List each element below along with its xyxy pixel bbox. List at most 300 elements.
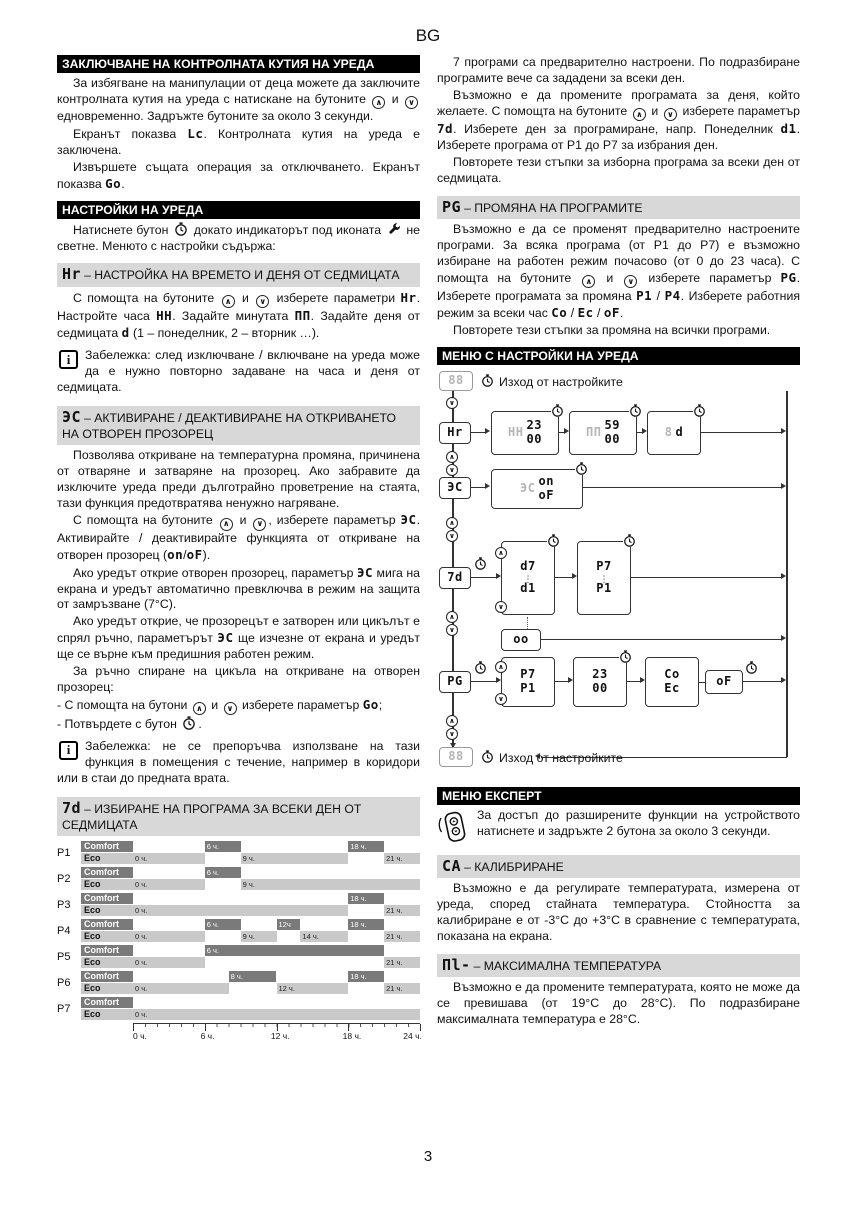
- paragraph-pg-2: Повторете тези стъпки за промяна на всички програми.: [453, 322, 771, 337]
- eco-line: [81, 1009, 420, 1020]
- page-language-tag: BG: [415, 26, 441, 45]
- comfort-tag: Comfort: [81, 841, 133, 852]
- seg-display-23: 23: [592, 667, 608, 682]
- eco-line: [81, 957, 420, 968]
- section-title-open-window: [57, 406, 420, 445]
- down-button-icon: ∨: [664, 108, 677, 121]
- seg-display-maxtemp: Пl-: [442, 955, 471, 974]
- seg-display-of: oF: [603, 304, 620, 320]
- text-run: мига на екрана и уредът автоматично превключва в режим на защита от замръзване (7°С).: [57, 565, 421, 612]
- connector: [555, 681, 568, 683]
- eco-segment: [133, 957, 205, 968]
- seg-display-go: Go: [362, 696, 379, 712]
- connector: [631, 577, 781, 579]
- paragraph-hr-1: [57, 290, 420, 342]
- text-run: ;: [378, 697, 383, 712]
- text-run: - Потвърдете с бутон: [57, 717, 181, 732]
- axis-tick: [200, 1024, 215, 1041]
- axis-tick-label: 24 ч.: [403, 1030, 422, 1041]
- section-title-expert: МЕНЮ ЕКСПЕРТ: [437, 787, 800, 805]
- text-run: . Настройте часа: [57, 290, 420, 324]
- down-button-icon: ∨: [405, 96, 418, 109]
- page-number: 3: [423, 1148, 433, 1165]
- seg-display-p7: P7: [596, 558, 612, 573]
- up-button-icon: ∧: [633, 108, 646, 121]
- seg-display-00: 00: [592, 680, 608, 695]
- clock-button-icon: [481, 374, 494, 387]
- text-run: С помощта на бутоните: [73, 513, 218, 528]
- text-run: .: [198, 717, 202, 732]
- seg-display-00: 00: [526, 431, 542, 446]
- text-run: .: [619, 305, 624, 320]
- program-label: P5: [57, 950, 71, 963]
- comfort-line: [81, 945, 420, 956]
- program-chart-rows: [57, 841, 420, 1021]
- segment-time-label: 0 ч.: [135, 879, 148, 889]
- text-run: . Изберете работния режим за всеки час: [437, 289, 800, 320]
- text-run: – АКТИВИРАНЕ / ДЕАКТИВИРАНЕ НА ОТКРИВАНЕТО НА ОТВОРЕН ПРОЗОРЕЦ: [62, 410, 396, 442]
- eco-line: [81, 853, 420, 864]
- clock-button-icon: [174, 222, 188, 236]
- seg-display-oc: ЭС: [447, 480, 463, 495]
- up-button-icon: ∧: [495, 547, 507, 559]
- connector: [555, 577, 572, 579]
- clock-button-icon: [575, 462, 588, 475]
- text-run: и: [207, 697, 222, 712]
- segment-time-label: 6 ч.: [206, 841, 219, 851]
- seg-ghost-hh: HH: [508, 425, 524, 440]
- text-run: изберете параметър: [678, 103, 801, 118]
- eco-line: [81, 931, 420, 942]
- seg-display-00: 00: [604, 431, 620, 446]
- seg-display-d: d: [675, 425, 684, 440]
- section-title-settings-menu: МЕНЮ С НАСТРОЙКИ НА УРЕДА: [437, 347, 800, 365]
- text-run: - С помощта на бутони: [57, 697, 191, 712]
- text-run: изберете параметри: [271, 290, 401, 305]
- program-row: [57, 867, 420, 891]
- comfort-line: [81, 841, 420, 852]
- clock-button-icon: [629, 404, 642, 417]
- value-stack: [527, 419, 542, 445]
- arrow-right: [781, 635, 786, 641]
- up-button-icon: ∧: [222, 295, 235, 308]
- eco-track: [133, 1009, 420, 1020]
- eco-line: [81, 879, 420, 890]
- value-stack: [664, 668, 679, 694]
- seg-display-p1: P1: [596, 581, 612, 596]
- program-chart: [57, 841, 420, 1043]
- segment-time-label: 6 ч.: [206, 867, 219, 877]
- seg-display-hr: Hr: [447, 425, 463, 440]
- exit-settings-label: Изход от настройките: [499, 750, 623, 765]
- eco-segment: [133, 983, 229, 994]
- diagram-box-pg-off: [705, 670, 743, 694]
- up-button-icon: ∧: [193, 702, 206, 715]
- segment-time-label: 12 ч.: [278, 983, 295, 993]
- text-run: и: [234, 513, 252, 528]
- comfort-line: [81, 919, 420, 930]
- down-button-icon: ∨: [446, 728, 458, 740]
- text-run: Екранът показва: [73, 127, 188, 142]
- text-run: Възможно е да се променят предварително настроените програми. За всяка програма (от P1 до P7) е възможно избиране на работен режим почасово (от 0 до 23 часа). С помощта на бутоните: [437, 222, 800, 285]
- comfort-tag: Comfort: [81, 919, 133, 930]
- section-title-lock: ЗАКЛЮЧВАНЕ НА КОНТРОЛНАТА КУТИЯ НА УРЕДА: [57, 55, 420, 73]
- up-button-icon: ∧: [220, 518, 233, 531]
- comfort-segment: [205, 867, 241, 878]
- segment-time-label: 9 ч.: [242, 879, 255, 889]
- eco-segment: [384, 983, 420, 994]
- paragraph-oc-3: [57, 565, 420, 614]
- program-row: [57, 841, 420, 865]
- clock-button-icon: [474, 557, 487, 570]
- seg-display-d1: d1: [520, 581, 536, 596]
- segment-time-label: 14 ч.: [302, 931, 319, 941]
- connector: [701, 432, 781, 434]
- seg-display-oc: ЭС: [400, 512, 417, 528]
- eco-segment: [300, 931, 348, 942]
- segment-time-label: 9 ч.: [242, 931, 255, 941]
- diagram-box-pg-program: [501, 657, 555, 707]
- clock-button-icon: [547, 534, 560, 547]
- paragraph-oc-6: [57, 697, 420, 716]
- comfort-tag: Comfort: [81, 867, 133, 878]
- seg-display-p4: P4: [664, 288, 681, 304]
- arrow-right: [485, 428, 490, 434]
- dotted-connector: [527, 617, 528, 629]
- program-row: [57, 945, 420, 969]
- text-run: – ПРОМЯНА НА ПРОГРАМИТЕ: [464, 200, 643, 215]
- text-run: .: [121, 176, 125, 191]
- comfort-segment: [348, 919, 384, 930]
- segment-time-label: 12ч: [278, 919, 291, 929]
- program-row: [57, 997, 420, 1021]
- paragraph-intro-2: [437, 88, 800, 154]
- down-button-icon: ∨: [224, 702, 237, 715]
- down-button-icon: ∨: [253, 518, 266, 531]
- program-lines: [81, 867, 420, 891]
- diagram-return-line: [786, 391, 788, 757]
- comfort-tag: Comfort: [81, 945, 133, 956]
- segment-time-label: 18 ч.: [350, 893, 367, 903]
- text-run: и: [647, 103, 662, 118]
- eco-track: [133, 905, 420, 916]
- eco-tag: Eco: [81, 983, 133, 994]
- program-label: P6: [57, 976, 71, 989]
- up-button-icon: ∧: [446, 517, 458, 529]
- value-stack: [605, 419, 620, 445]
- text-run: изберете параметър: [639, 270, 781, 285]
- segment-time-label: 6 ч.: [206, 919, 219, 929]
- info-icon: [59, 350, 78, 369]
- segment-time-label: 0 ч.: [135, 905, 148, 915]
- seg-ghost: 88: [448, 749, 464, 764]
- seg-display-of: oF: [538, 487, 554, 502]
- comfort-track: [133, 919, 420, 930]
- diagram-box-pg-mode: [645, 657, 699, 707]
- seg-display-on: on: [538, 474, 554, 489]
- text-run: За избягване на манипулации от деца можете да заключите контролната кутия на уреда с натискане на бутоните: [57, 76, 420, 106]
- seg-display-oc: ЭС: [356, 564, 374, 580]
- diagram-box-day: [647, 411, 701, 455]
- axis-tick-label: 6 ч.: [200, 1030, 215, 1041]
- eco-line: [81, 983, 420, 994]
- left-column: [57, 55, 420, 1043]
- comfort-segment: [229, 971, 277, 982]
- text-run: – НАСТРОЙКА НА ВРЕМЕТО И ДЕНЯ ОТ СЕДМИЦАТА: [84, 268, 400, 283]
- paragraph-intro-1: 7 програми са предварително настроени. По подразбиране програмите вече са зададени за всеки ден.: [437, 55, 800, 85]
- axis-tick-label: 0 ч.: [133, 1030, 147, 1041]
- note-text: Забележка: не се препоръчва използване на тази функция в помещения с течение, например в коридори или в стаи до предната врата.: [57, 738, 420, 785]
- section-title-maxtemp: [437, 954, 800, 978]
- up-button-icon: ∧: [446, 715, 458, 727]
- clock-button-icon: [745, 661, 758, 674]
- eco-segment: [241, 931, 277, 942]
- axis-tick: [270, 1024, 290, 1041]
- eco-track: [133, 931, 420, 942]
- info-icon: [59, 741, 78, 760]
- program-lines: [81, 997, 420, 1021]
- text-run: /: [652, 289, 665, 304]
- seg-display-59: 59: [604, 418, 620, 433]
- connector: [541, 639, 781, 641]
- diagram-box-oc: [439, 477, 471, 499]
- columns: [57, 55, 800, 1043]
- note-text: Забележка: след изключване / включване на уреда може да е нужно повторно задаване на часа и деня от седмицата.: [57, 348, 420, 394]
- segment-time-label: 9 ч.: [242, 853, 255, 863]
- connector: [471, 681, 496, 683]
- seg-display-23: 23: [526, 418, 542, 433]
- segment-time-label: 6 ч.: [206, 945, 219, 955]
- comfort-line: [81, 997, 420, 1008]
- text-run: Натиснете бутон: [73, 222, 173, 237]
- diagram-box-hours: [491, 411, 559, 455]
- diagram-box-exit-top: [439, 371, 473, 391]
- comfort-tag: Comfort: [81, 893, 133, 904]
- comfort-track: [133, 997, 420, 1008]
- down-button-icon: ∨: [446, 397, 458, 409]
- program-lines: [81, 841, 420, 865]
- exit-settings-label: Изход от настройките: [499, 374, 623, 389]
- eco-segment: [384, 853, 420, 864]
- comfort-tag: Comfort: [81, 997, 133, 1008]
- axis-tick-label: 18 ч.: [342, 1030, 362, 1041]
- diagram-box-oo: [501, 629, 541, 651]
- segment-time-label: 21 ч.: [386, 905, 403, 915]
- comfort-track: [133, 893, 420, 904]
- program-row: [57, 893, 420, 917]
- eco-segment: [241, 853, 349, 864]
- section-title-pg: [437, 196, 800, 220]
- axis-tick: [133, 1024, 147, 1041]
- text-run: . Контролната кутия на уреда е заключена.: [57, 127, 420, 158]
- value-stack: [520, 560, 535, 596]
- clock-button-icon: [474, 661, 487, 674]
- comfort-track: [133, 841, 420, 852]
- program-lines: [81, 945, 420, 969]
- program-label: P2: [57, 872, 71, 885]
- eco-tag: Eco: [81, 1009, 133, 1020]
- text-run: и: [236, 290, 255, 305]
- paragraph-oc-7: [57, 716, 420, 733]
- diagram-box-7d: [439, 567, 471, 589]
- eco-tag: Eco: [81, 957, 133, 968]
- arrow-right: [485, 483, 490, 489]
- paragraph-settings-1: [57, 222, 420, 255]
- seg-display-co: Co: [664, 667, 680, 682]
- section-title-ca: [437, 855, 800, 879]
- axis-tick: [403, 1024, 422, 1041]
- text-run: . Изберете ден за програмиране, напр. Понеделник: [453, 122, 781, 137]
- clock-button-icon: [551, 404, 564, 417]
- text-run: . Изберете програмата за промяна: [437, 270, 800, 304]
- eco-tag: Eco: [81, 931, 133, 942]
- diagram-box-pg: [439, 671, 471, 693]
- diagram-box-pg-hour: [573, 657, 627, 707]
- segment-time-label: 21 ч.: [386, 853, 403, 863]
- comfort-track: [133, 867, 420, 878]
- seg-display-pg: PG: [447, 674, 463, 689]
- clock-button-icon: [182, 716, 196, 730]
- eco-tag: Eco: [81, 905, 133, 916]
- eco-segment: [133, 905, 348, 916]
- program-row: [57, 919, 420, 943]
- right-column: [437, 55, 800, 1043]
- down-button-icon: ∨: [624, 275, 637, 288]
- comfort-segment: [277, 919, 301, 930]
- program-label: P3: [57, 898, 71, 911]
- text-run: /: [593, 305, 604, 320]
- seg-ghost-oc: ЭС: [520, 481, 536, 496]
- diagram-box-oc-toggle: [491, 469, 583, 509]
- clock-button-icon: [693, 404, 706, 417]
- paragraph-oc-2: [57, 512, 420, 563]
- text-run: . Активирайте / деактивирайте функцията от откриване на отворен прозорец (: [57, 513, 420, 562]
- seg-display-p7: P7: [520, 667, 536, 682]
- diagram-box-minutes: [569, 411, 637, 455]
- clock-button-icon: [619, 650, 632, 663]
- down-button-icon: ∨: [446, 464, 458, 476]
- text-run: ).: [202, 547, 211, 562]
- diagram-box-program-select: [577, 541, 631, 615]
- comfort-line: [81, 893, 420, 904]
- seg-display-oc: ЭС: [62, 407, 82, 426]
- clock-button-icon: [623, 534, 636, 547]
- seg-display-on: on: [167, 546, 184, 562]
- seg-ghost-mm: ПП: [586, 425, 602, 440]
- segment-time-label: 0 ч.: [135, 957, 148, 967]
- connector: [583, 487, 781, 489]
- seg-display-7d: 7d: [62, 798, 82, 817]
- eco-tag: Eco: [81, 879, 133, 890]
- text-run: не светне. Менюто с настройки съдържа:: [57, 222, 421, 253]
- text-run: (1 – понеделник, 2 – вторник …).: [129, 326, 320, 341]
- seg-display-d1: d1: [780, 121, 797, 137]
- text-run: . Задайте минутата: [172, 309, 295, 324]
- paragraph-lock-1: [57, 76, 420, 125]
- up-button-icon: ∧: [582, 275, 595, 288]
- eco-segment: [277, 983, 349, 994]
- text-run: докато индикаторът под иконата: [190, 222, 385, 237]
- seg-ghost-8: 8: [664, 425, 673, 440]
- seg-display-of: oF: [716, 674, 732, 689]
- seg-display-7d: 7d: [447, 570, 463, 585]
- seg-display-mm: ПП: [294, 308, 311, 324]
- eco-segment: [384, 957, 420, 968]
- text-run: – ИЗБИРАНЕ НА ПРОГРАМА ЗА ВСЕКИ ДЕН ОТ СЕДМИЦАТА: [62, 801, 362, 832]
- seg-display-oc: ЭС: [217, 630, 234, 646]
- comfort-segment: [348, 893, 384, 904]
- seg-display-of: oF: [186, 546, 203, 562]
- connector: [471, 487, 485, 489]
- program-chart-axis: [133, 1023, 420, 1043]
- eco-segment: [133, 853, 205, 864]
- text-run: . Изберете програма от P1 до P7 за избрания ден.: [437, 122, 800, 152]
- paragraph-lock-3: [57, 160, 420, 193]
- text-run: изберете параметър: [238, 697, 363, 712]
- paragraph-lock-2: [57, 126, 420, 159]
- arrow-right: [781, 428, 786, 434]
- seg-display-pg: PG: [780, 269, 797, 285]
- program-label: P4: [57, 924, 71, 937]
- axis-tick: [342, 1024, 362, 1041]
- comfort-segment: [348, 841, 384, 852]
- seg-display-lc: Lc: [187, 126, 204, 142]
- text-run: ще изчезне от екрана и уредът ще се върне към предишния работен режим.: [57, 631, 420, 661]
- note-oc: [57, 739, 420, 788]
- program-lines: [81, 893, 420, 917]
- arrow-right: [781, 483, 786, 489]
- segment-time-label: 21 ч.: [386, 931, 403, 941]
- comfort-tag: Comfort: [81, 971, 133, 982]
- settings-menu-diagram: [437, 371, 800, 779]
- program-row: [57, 971, 420, 995]
- clock-button-icon: [481, 750, 494, 763]
- eco-segment: [241, 879, 420, 890]
- comfort-segment: [205, 919, 241, 930]
- note-hr: [57, 348, 420, 397]
- connector: [627, 681, 640, 683]
- seg-display-pg: PG: [442, 197, 462, 216]
- paragraph-oc-4: [57, 614, 420, 663]
- eco-segment: [384, 905, 420, 916]
- remote-buttons-icon: [437, 808, 471, 846]
- connector: [743, 681, 781, 683]
- segment-time-label: 0 ч.: [135, 983, 148, 993]
- segment-time-label: 18 ч.: [350, 841, 367, 851]
- program-label: P7: [57, 1002, 71, 1015]
- up-button-icon: ∧: [495, 661, 507, 673]
- text-run: , изберете параметър: [268, 513, 401, 528]
- seg-display-hr: Hr: [62, 265, 82, 284]
- seg-display-go: Go: [105, 175, 122, 191]
- eco-tag: Eco: [81, 853, 133, 864]
- up-button-icon: ∧: [446, 451, 458, 463]
- segment-time-label: 0 ч.: [135, 931, 148, 941]
- seg-display-hr: Hr: [400, 289, 417, 305]
- diagram-box-exit-bottom: [439, 747, 473, 767]
- paragraph-ca-1: Възможно е да регулирате температурата, измерена от уреда, според стайната температура. Стойността за калибриране е от -3°С до +3°С в сравнение с температурата, показана на екрана.: [437, 881, 800, 943]
- text-run: С помощта на бутоните: [73, 290, 220, 305]
- seg-display-p1: P1: [520, 680, 536, 695]
- seg-display-d: d: [121, 325, 130, 341]
- paragraph-intro-3: Повторете тези стъпки за изборна програма за всеки ден от седмицата.: [437, 154, 800, 185]
- down-button-icon: ∨: [495, 693, 507, 705]
- text-run: едновременно. Задръжте бутоните за около 3 секунди.: [57, 109, 374, 124]
- eco-line: [81, 905, 420, 916]
- down-button-icon: ∨: [446, 530, 458, 542]
- diagram-box-hr: [439, 422, 471, 444]
- value-stack: [596, 560, 611, 596]
